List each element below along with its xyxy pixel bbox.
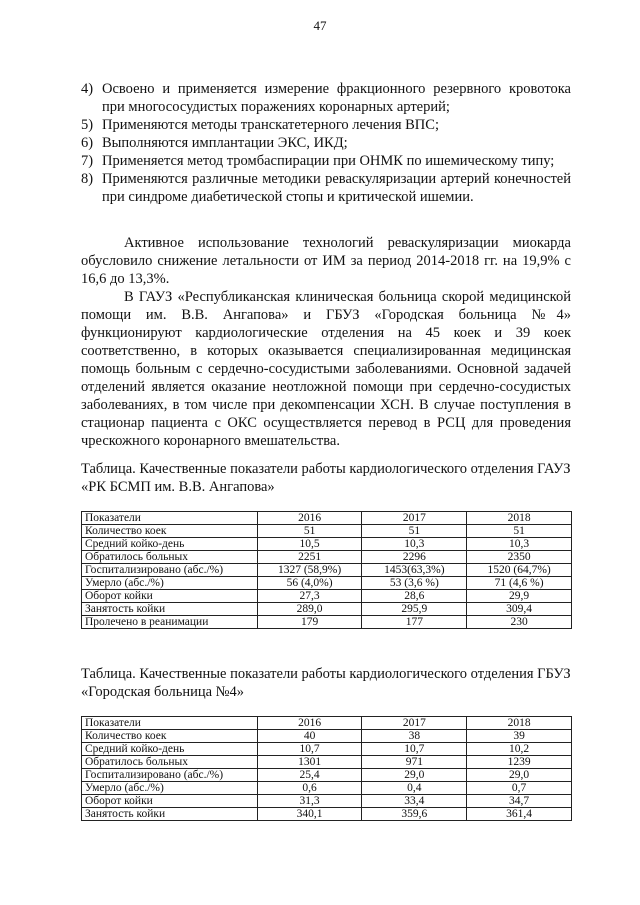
table-cell: 34,7 (467, 795, 572, 808)
header-cell: Показатели (82, 512, 258, 525)
table-cell: Умерло (абс./%) (82, 577, 258, 590)
table-row (82, 782, 572, 795)
list-item (81, 80, 571, 116)
table-row (82, 769, 572, 782)
table-row (82, 756, 572, 769)
table-cell: 179 (257, 616, 362, 629)
list-item-text: Выполняются имплантации ЭКС, ИКД; (102, 135, 348, 151)
table-cell: 10,7 (362, 743, 467, 756)
table-cell: 39 (467, 730, 572, 743)
table-row (82, 616, 572, 629)
table-cell: 359,6 (362, 808, 467, 821)
table-cell: 25,4 (257, 769, 362, 782)
table-cell: 51 (362, 525, 467, 538)
table-cell: 10,7 (257, 743, 362, 756)
table-cell: 2296 (362, 551, 467, 564)
table-cell: Пролечено в реанимации (82, 616, 258, 629)
table-cell: 1301 (257, 756, 362, 769)
table-row (82, 795, 572, 808)
table-cell: 27,3 (257, 590, 362, 603)
list-item (81, 134, 571, 152)
table-cell: 295,9 (362, 603, 467, 616)
table-row (82, 525, 572, 538)
table-cell: 289,0 (257, 603, 362, 616)
table-cell: 10,3 (362, 538, 467, 551)
table-header-row (82, 512, 572, 525)
table-cell: 340,1 (257, 808, 362, 821)
table-cell: Госпитализировано (абс./%) (82, 769, 258, 782)
table-cell: 971 (362, 756, 467, 769)
table-cell: Занятость койки (82, 603, 258, 616)
table-cell: 309,4 (467, 603, 572, 616)
table-cell: 10,2 (467, 743, 572, 756)
table-cell: 230 (467, 616, 572, 629)
table-cell: 10,5 (257, 538, 362, 551)
table-cell: Обратилось больных (82, 756, 258, 769)
header-cell: Показатели (82, 717, 258, 730)
list-item-text: Освоено и применяется измерение фракционного резервного кровотока при многососудистых поражениях коронарных артерий; (102, 81, 571, 115)
list-item-number: 4) (81, 81, 94, 97)
table1-caption: Таблица. Качественные показатели работы кардиологического отделения ГАУЗ «РК БСМП им. В.В. Ангапова» (81, 461, 571, 495)
table-cell: 53 (3,6 %) (362, 577, 467, 590)
table-cell: 0,4 (362, 782, 467, 795)
table-cell: Оборот койки (82, 795, 258, 808)
list-item-text: Применяются методы транскатетерного лечения ВПС; (102, 117, 439, 133)
table-cell: Умерло (абс./%) (82, 782, 258, 795)
table-cell: 56 (4,0%) (257, 577, 362, 590)
table-cell: 51 (467, 525, 572, 538)
header-cell: 2016 (257, 717, 362, 730)
table-cell: Занятость койки (82, 808, 258, 821)
table-cell: Количество коек (82, 730, 258, 743)
table2-caption: Таблица. Качественные показатели работы кардиологического отделения ГБУЗ «Городская больница №4» (81, 666, 571, 700)
table-header-row (82, 717, 572, 730)
table-row (82, 590, 572, 603)
list-item-text: Применяются различные методики реваскуляризации артерий конечностей при синдроме диабетической стопы и критической ишемии. (102, 171, 571, 205)
header-cell: 2017 (362, 717, 467, 730)
table-row (82, 538, 572, 551)
table-row (82, 743, 572, 756)
list-item (81, 152, 571, 170)
table-cell: 1327 (58,9%) (257, 564, 362, 577)
table-cell: Оборот койки (82, 590, 258, 603)
numbered-list (81, 80, 571, 206)
table-cell: 1453(63,3%) (362, 564, 467, 577)
header-cell: 2016 (257, 512, 362, 525)
page-number: 47 (313, 18, 327, 33)
paragraph: В ГАУЗ «Республиканская клиническая больница скорой медицинской помощи им. В.В. Ангапова» и ГБУЗ «Городская больница №4» функционируют кардиологические отделения на 45 коек и 39 коек соответственно, в которых оказывается специализированная медицинская помощь больным с сердечно-сосудистыми заболеваниями. Основной задачей отделений является оказание неотложной помощи при сердечно-сосудистых заболеваниях, в том числе при декомпенсации ХСН. В случае поступления в стационар пациента с ОКС осуществляется перевод в РСЦ для проведения чрескожного коронарного вмешательства. (81, 289, 571, 449)
table-cell: 177 (362, 616, 467, 629)
list-item-number: 6) (81, 135, 94, 151)
table-row (82, 808, 572, 821)
table-cell: 2251 (257, 551, 362, 564)
table-cell: 0,7 (467, 782, 572, 795)
table-cell: 10,3 (467, 538, 572, 551)
table-cell: 29,0 (362, 769, 467, 782)
table-cell: 29,9 (467, 590, 572, 603)
table-cell: Обратилось больных (82, 551, 258, 564)
table1 (81, 511, 572, 629)
list-item (81, 116, 571, 134)
table-cell: Средний койко-день (82, 743, 258, 756)
table-cell: 1239 (467, 756, 572, 769)
table-row (82, 551, 572, 564)
table-cell: Средний койко-день (82, 538, 258, 551)
table-cell: 40 (257, 730, 362, 743)
table-row (82, 730, 572, 743)
list-item (81, 170, 571, 206)
list-item-text: Применяется метод тромбаспирации при ОНМК по ишемическому типу; (102, 153, 555, 169)
table-row (82, 564, 572, 577)
table2 (81, 716, 572, 821)
table-cell: 31,3 (257, 795, 362, 808)
table-cell: 2350 (467, 551, 572, 564)
table-cell: Количество коек (82, 525, 258, 538)
body-text (81, 234, 571, 450)
table-cell: 38 (362, 730, 467, 743)
table-cell: 361,4 (467, 808, 572, 821)
table-row (82, 577, 572, 590)
header-cell: 2018 (467, 717, 572, 730)
header-cell: 2018 (467, 512, 572, 525)
paragraph: Активное использование технологий реваскуляризации миокарда обусловило снижение летальности от ИМ за период 2014-2018 гг. на 19,9% с 16,6 до 13,3%. (81, 235, 571, 287)
table-cell: 28,6 (362, 590, 467, 603)
list-item-number: 7) (81, 153, 94, 169)
table-cell: 71 (4,6 %) (467, 577, 572, 590)
table-cell: 29,0 (467, 769, 572, 782)
table-row (82, 603, 572, 616)
header-cell: 2017 (362, 512, 467, 525)
list-item-number: 8) (81, 171, 94, 187)
table-cell: 33,4 (362, 795, 467, 808)
table-cell: 1520 (64,7%) (467, 564, 572, 577)
table-cell: 0,6 (257, 782, 362, 795)
table-cell: 51 (257, 525, 362, 538)
table-cell: Госпитализировано (абс./%) (82, 564, 258, 577)
list-item-number: 5) (81, 117, 94, 133)
